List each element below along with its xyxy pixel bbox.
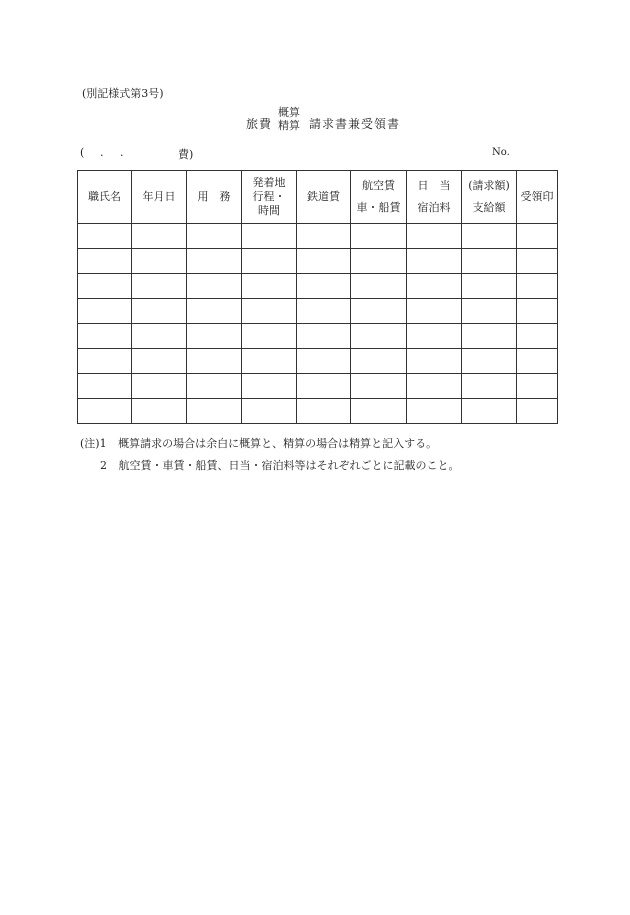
- header-name: 職氏名: [78, 171, 132, 224]
- title-suffix: 請求書兼受領書: [309, 117, 401, 131]
- table-cell[interactable]: [351, 249, 407, 274]
- table-cell[interactable]: [242, 299, 297, 324]
- table-cell[interactable]: [242, 249, 297, 274]
- table-cell[interactable]: [132, 274, 187, 299]
- table-header-row: [78, 171, 558, 224]
- note-2-prefix: 2: [100, 459, 107, 472]
- table-cell[interactable]: [78, 374, 132, 399]
- table-cell[interactable]: [242, 274, 297, 299]
- table-cell[interactable]: [351, 399, 407, 424]
- table-row: [78, 399, 558, 424]
- table-cell[interactable]: [407, 374, 462, 399]
- table-cell[interactable]: [242, 349, 297, 374]
- table-cell[interactable]: [78, 349, 132, 374]
- table-cell[interactable]: [297, 349, 351, 374]
- table-cell[interactable]: [517, 249, 558, 274]
- note-1-text: 概算請求の場合は余白に概算と、精算の場合は精算と記入する。: [118, 437, 438, 450]
- table-cell[interactable]: [187, 399, 242, 424]
- note-2: [80, 455, 460, 477]
- table-row: [78, 299, 558, 324]
- header-daily-lodging: 日 当 宿泊料: [407, 171, 462, 224]
- table-cell[interactable]: [407, 224, 462, 249]
- table-cell[interactable]: [187, 274, 242, 299]
- table-cell[interactable]: [242, 374, 297, 399]
- notes: [80, 433, 460, 477]
- table-cell[interactable]: [132, 224, 187, 249]
- period-dot-2: .: [120, 146, 124, 159]
- table-cell[interactable]: [407, 349, 462, 374]
- table-cell[interactable]: [407, 324, 462, 349]
- table-cell[interactable]: [407, 249, 462, 274]
- table-cell[interactable]: [351, 224, 407, 249]
- table-cell[interactable]: [462, 399, 517, 424]
- header-amount: (請求額) 支給額: [462, 171, 517, 224]
- document-title: [246, 106, 446, 138]
- table-cell[interactable]: [517, 374, 558, 399]
- title-stack-top: 概算: [278, 106, 300, 119]
- table-cell[interactable]: [462, 324, 517, 349]
- table-cell[interactable]: [132, 249, 187, 274]
- table-cell[interactable]: [78, 249, 132, 274]
- header-date: 年月日: [132, 171, 187, 224]
- table-cell[interactable]: [297, 224, 351, 249]
- table-cell[interactable]: [351, 299, 407, 324]
- table-cell[interactable]: [78, 324, 132, 349]
- table-cell[interactable]: [132, 324, 187, 349]
- table-cell[interactable]: [517, 399, 558, 424]
- table-cell[interactable]: [351, 374, 407, 399]
- table-row: [78, 324, 558, 349]
- table-row: [78, 274, 558, 299]
- table-cell[interactable]: [462, 224, 517, 249]
- header-route: 発着地 行程・ 時間: [242, 171, 297, 224]
- table-cell[interactable]: [187, 249, 242, 274]
- table-cell[interactable]: [462, 249, 517, 274]
- table-cell[interactable]: [187, 324, 242, 349]
- table-cell[interactable]: [242, 399, 297, 424]
- period-field: [80, 146, 220, 162]
- form-label: (別記様式第3号): [82, 87, 164, 100]
- header-rail-fare: 鉄道賃: [297, 171, 351, 224]
- table-cell[interactable]: [351, 324, 407, 349]
- table-cell[interactable]: [78, 299, 132, 324]
- table-cell[interactable]: [462, 299, 517, 324]
- header-air-car-ship-fare: 航空賃 車・船賃: [351, 171, 407, 224]
- period-expense: 費): [178, 148, 194, 161]
- table-cell[interactable]: [297, 399, 351, 424]
- table-cell[interactable]: [462, 374, 517, 399]
- table-cell[interactable]: [187, 374, 242, 399]
- header-receipt-seal: 受領印: [517, 171, 558, 224]
- table-cell[interactable]: [187, 349, 242, 374]
- table-cell[interactable]: [517, 299, 558, 324]
- table-cell[interactable]: [297, 249, 351, 274]
- table-cell[interactable]: [407, 399, 462, 424]
- note-2-text: 航空賃・車賃・船賃、日当・宿泊料等はそれぞれごとに記載のこと。: [118, 459, 460, 472]
- note-1-prefix: (注)1: [80, 437, 107, 450]
- table-cell[interactable]: [462, 349, 517, 374]
- number-label: No.: [492, 147, 510, 158]
- table-cell[interactable]: [517, 349, 558, 374]
- table-cell[interactable]: [351, 349, 407, 374]
- expense-table: [77, 170, 558, 424]
- table-cell[interactable]: [517, 224, 558, 249]
- table-row: [78, 374, 558, 399]
- table-cell[interactable]: [517, 274, 558, 299]
- table-row: [78, 349, 558, 374]
- title-stack: [275, 106, 303, 132]
- title-stack-bottom: 精算: [278, 119, 300, 132]
- table-cell[interactable]: [242, 224, 297, 249]
- table-cell[interactable]: [517, 324, 558, 349]
- table-cell[interactable]: [297, 324, 351, 349]
- table-cell[interactable]: [351, 274, 407, 299]
- table-cell[interactable]: [132, 374, 187, 399]
- table-cell[interactable]: [78, 224, 132, 249]
- table-cell[interactable]: [242, 324, 297, 349]
- period-open-paren: (: [80, 146, 85, 159]
- table-cell[interactable]: [187, 299, 242, 324]
- header-purpose: 用 務: [187, 171, 242, 224]
- table-cell[interactable]: [297, 299, 351, 324]
- title-prefix: 旅費: [246, 117, 273, 131]
- table-cell[interactable]: [132, 299, 187, 324]
- table-cell[interactable]: [407, 299, 462, 324]
- table-cell[interactable]: [297, 274, 351, 299]
- table-cell[interactable]: [132, 399, 187, 424]
- note-1: [80, 433, 460, 455]
- table-cell[interactable]: [132, 349, 187, 374]
- table-cell[interactable]: [187, 224, 242, 249]
- table-cell[interactable]: [407, 274, 462, 299]
- table-cell[interactable]: [78, 399, 132, 424]
- table-cell[interactable]: [462, 274, 517, 299]
- table-row: [78, 249, 558, 274]
- table-row: [78, 224, 558, 249]
- period-dot-1: .: [100, 146, 104, 159]
- table-cell[interactable]: [297, 374, 351, 399]
- table-cell[interactable]: [78, 274, 132, 299]
